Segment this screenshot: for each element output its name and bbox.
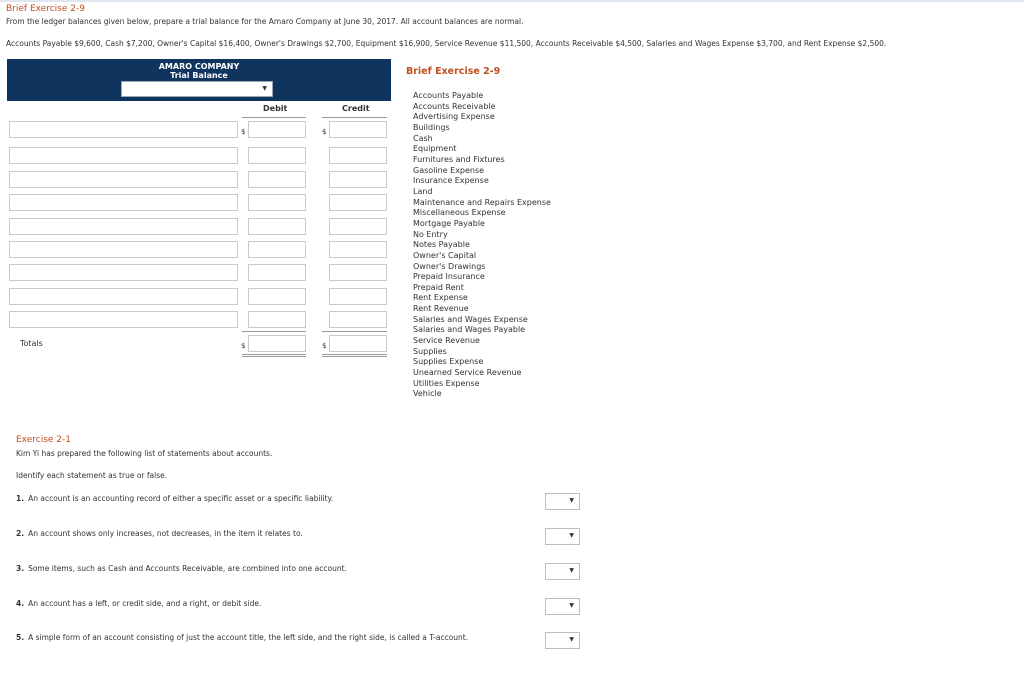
account-list-item: Mortgage Payable [413,218,485,228]
debit-double-rule-1 [242,354,306,355]
statement-text: A simple form of an account consisting of just the account title, the left side, and the right side, is called a T-account. [28,633,469,642]
statement-text: An account shows only increases, not decreases, in the item it relates to. [28,529,303,538]
debit-input[interactable] [248,264,306,281]
credit-double-rule-2 [322,356,387,357]
account-list-item: Service Revenue [413,336,480,346]
debit-input[interactable] [248,121,306,138]
account-list-item: Rent Revenue [413,304,469,314]
debit-input[interactable] [248,194,306,211]
account-name-input[interactable] [9,288,238,305]
account-list-item: Rent Expense [413,293,468,303]
exercise-2-1-title: Exercise 2-1 [16,435,72,445]
debit-input[interactable] [248,171,306,188]
credit-input[interactable] [329,194,387,211]
account-list-item: Accounts Payable [413,91,484,100]
trial-balance-title: Trial Balance [170,71,228,80]
account-list-item: No Entry [413,229,448,239]
account-list-item: Owner's Drawings [413,261,486,271]
currency-symbol: $ [322,128,327,136]
statement-text: Some items, such as Cash and Accounts Receivable, are combined into one account. [28,564,347,573]
account-list [413,91,551,400]
statement [16,599,261,608]
debit-subtotal-rule [242,331,306,332]
currency-symbol: $ [241,128,246,136]
account-list-item: Cash [413,133,433,143]
credit-header: Credit [342,104,370,113]
account-name-input[interactable] [9,171,238,188]
statement [16,633,468,642]
account-list-item: Salaries and Wages Expense [413,314,528,324]
currency-symbol: $ [322,342,327,350]
account-list-item: Gasoline Expense [413,165,485,175]
true-false-select[interactable] [545,493,580,510]
debit-header-rule [242,117,306,118]
top-border [0,0,1024,2]
account-name-input[interactable] [9,147,238,164]
debit-input[interactable] [248,147,306,164]
company-name: AMARO COMPANY [158,62,240,71]
account-name-input[interactable] [9,311,238,328]
chevron-down-icon: ▼ [569,602,574,609]
statement-number: 1. [16,494,25,503]
account-list-item: Supplies Expense [413,357,484,367]
true-false-select[interactable] [545,563,580,580]
ledger-balances: Accounts Payable $9,600, Cash $7,200, Owner's Capital $16,400, Owner's Drawings $2,700, Equipment $16,900, Service Revenue $11,500, Accounts Receivable $4,500, Salaries and Wages Expense $3,700, and Rent Expense $2,500. [6,39,887,48]
statement-number: 4. [16,599,25,608]
account-list-item: Maintenance and Repairs Expense [413,197,551,207]
account-list-item: Vehicle [413,389,442,399]
account-list-item: Supplies [413,346,447,356]
account-list-item: Owner's Capital [413,250,477,260]
statement-number: 3. [16,564,25,573]
credit-input[interactable] [329,121,387,138]
credit-input[interactable] [329,241,387,258]
credit-input[interactable] [329,288,387,305]
account-list-item: Miscellaneous Expense [413,208,506,218]
debit-input[interactable] [248,288,306,305]
true-false-select[interactable] [545,598,580,615]
account-name-input[interactable] [9,241,238,258]
account-name-input[interactable] [9,194,238,211]
statement-text: An account is an accounting record of either a specific asset or a specific liability. [28,494,334,503]
credit-input[interactable] [329,311,387,328]
account-name-input[interactable] [9,264,238,281]
debit-header: Debit [263,104,288,113]
account-list-item: Utilities Expense [413,378,480,388]
account-list-item: Prepaid Rent [413,282,464,292]
credit-input[interactable] [329,264,387,281]
account-list-item: Insurance Expense [413,176,489,186]
account-list-item: Furnitures and Fixtures [413,154,505,164]
account-list-item: Buildings [413,122,450,132]
true-false-select[interactable] [545,528,580,545]
exercise-2-1-intro: Kim Yi has prepared the following list of statements about accounts. [16,449,273,458]
true-false-select[interactable] [545,632,580,649]
account-list-item: Unearned Service Revenue [413,368,522,378]
chevron-down-icon: ▼ [262,85,267,92]
debit-total-input[interactable] [248,335,306,352]
currency-symbol: $ [241,342,246,350]
date-select[interactable] [121,81,273,97]
credit-input[interactable] [329,147,387,164]
chevron-down-icon: ▼ [569,532,574,539]
debit-input[interactable] [248,241,306,258]
credit-header-rule [322,117,387,118]
chevron-down-icon: ▼ [569,567,574,574]
statement-number: 2. [16,529,25,538]
statement-number: 5. [16,633,25,642]
credit-subtotal-rule [322,331,387,332]
account-list-item: Accounts Receivable [413,101,496,111]
account-list-item: Advertising Expense [413,112,495,122]
account-name-input[interactable] [9,218,238,235]
statement [16,529,303,538]
debit-double-rule-2 [242,356,306,357]
statement-text: An account has a left, or credit side, and a right, or debit side. [28,599,262,608]
exercise-title: Brief Exercise 2-9 [6,4,85,14]
account-list-item: Notes Payable [413,240,470,250]
account-name-input[interactable] [9,121,238,138]
exercise-intro: From the ledger balances given below, prepare a trial balance for the Amaro Company at June 30, 2017. All account balances are normal. [6,17,524,26]
credit-input[interactable] [329,218,387,235]
trial-balance-header [7,59,391,101]
totals-label: Totals [20,339,43,348]
statement [16,564,347,573]
account-list-title: Brief Exercise 2-9 [406,66,501,77]
account-list-item: Land [413,186,433,196]
credit-double-rule-1 [322,354,387,355]
chevron-down-icon: ▼ [569,636,574,643]
statement [16,494,333,503]
debit-input[interactable] [248,218,306,235]
account-list-item: Salaries and Wages Payable [413,325,526,335]
credit-input[interactable] [329,171,387,188]
chevron-down-icon: ▼ [569,497,574,504]
credit-total-input[interactable] [329,335,387,352]
exercise-2-1-instruction: Identify each statement as true or false. [16,471,168,480]
debit-input[interactable] [248,311,306,328]
account-list-item: Prepaid Insurance [413,272,485,282]
account-list-item: Equipment [413,144,457,154]
